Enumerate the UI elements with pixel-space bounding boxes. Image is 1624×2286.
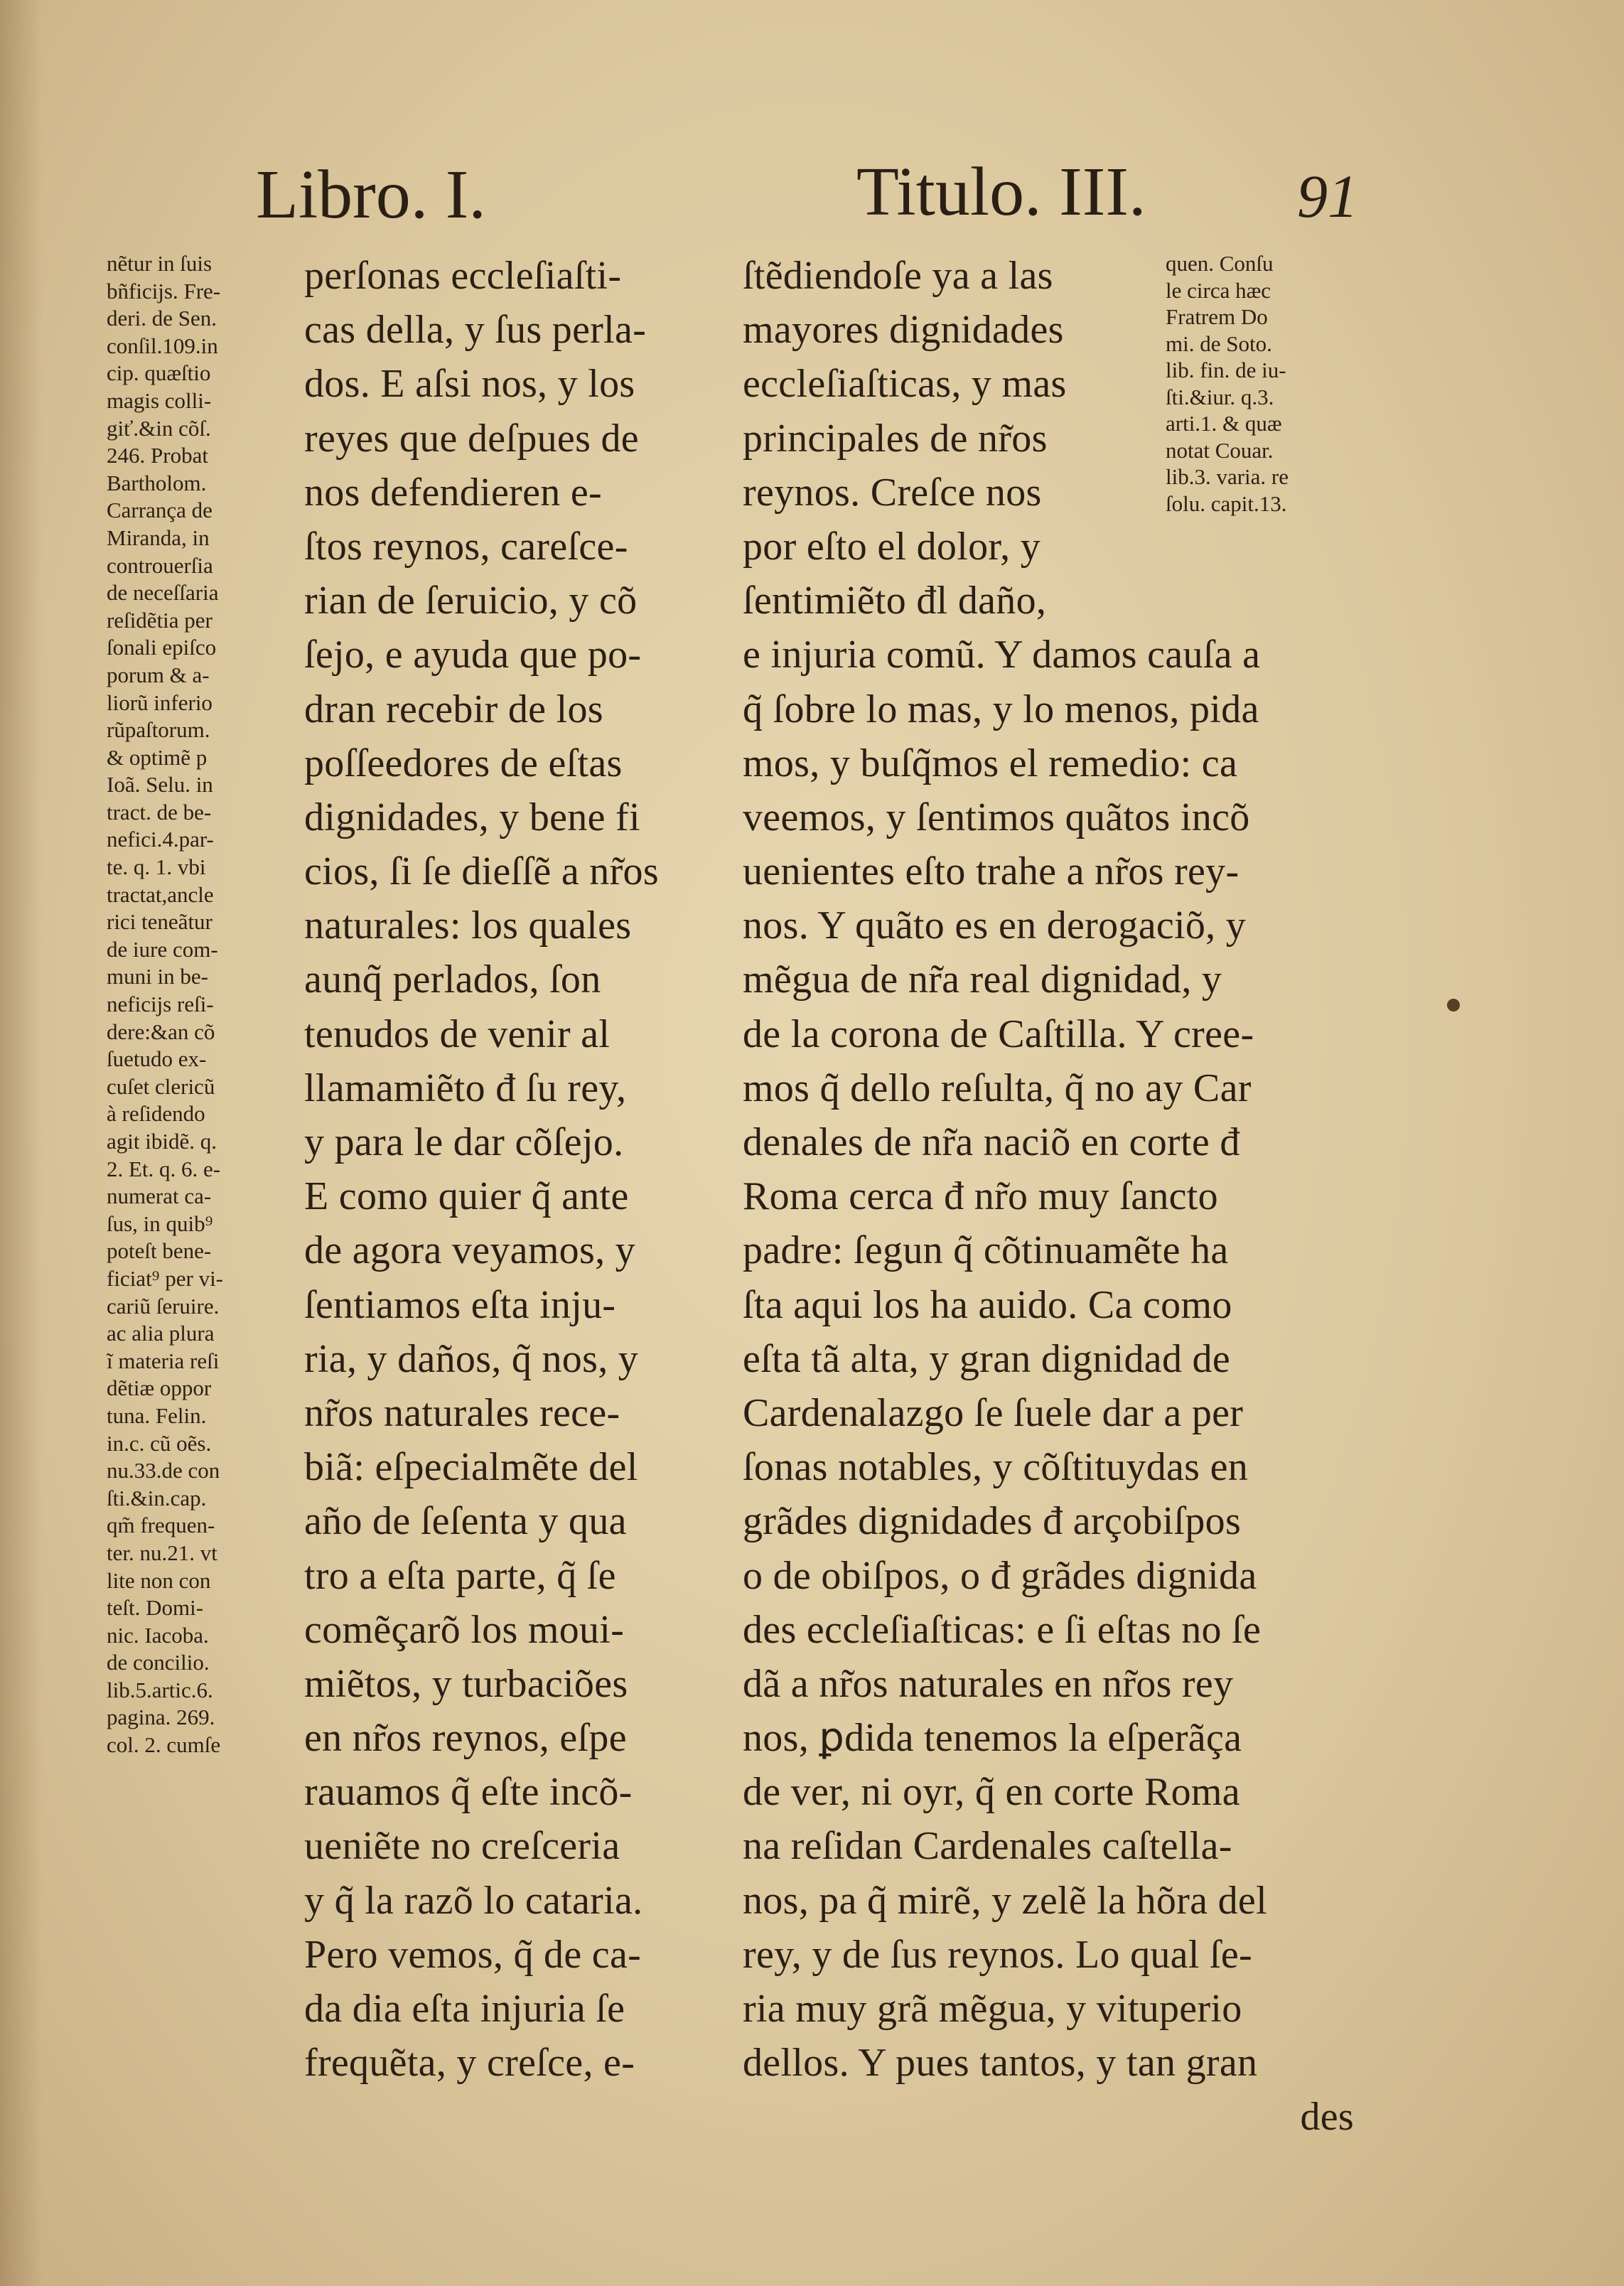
text-line: na reſidan Cardenales caſtella- <box>743 1824 1232 1869</box>
text-line: tuna. Felin. <box>107 1402 207 1428</box>
text-line: rici teneãtur <box>107 909 213 935</box>
text-line: & optimẽ p <box>107 744 208 770</box>
text-line: ſejo, e ayuda que po- <box>304 633 642 677</box>
text-line: Carrança de <box>107 498 213 523</box>
text-line: ficiat⁹ per vi- <box>107 1265 224 1291</box>
main-text-column-left <box>304 249 702 2090</box>
text-line: ſus, in quib⁹ <box>107 1211 213 1236</box>
running-header <box>0 146 1624 238</box>
text-line: e injuria comũ. Y damos cauſa a <box>743 633 1261 677</box>
text-line: cip. quæſtio <box>107 360 211 386</box>
text-line: nic. Iacoba. <box>107 1622 209 1648</box>
text-line: lib.3. varia. re <box>1166 464 1289 489</box>
text-line: ria, y daños, q̃ nos, y <box>304 1336 639 1381</box>
text-line: nos, pa q̃ mirẽ, y zelẽ la hõra del <box>743 1878 1267 1923</box>
header-title-label: Titulo. III. <box>856 154 1146 230</box>
text-line: frequẽta, y creſce, e- <box>304 2041 635 2086</box>
text-line: controuerſia <box>107 552 213 578</box>
text-line: muni in be- <box>107 964 208 989</box>
text-line: perſonas eccleſiaſti- <box>304 254 622 298</box>
text-line: nefici.4.par- <box>107 827 214 852</box>
text-line: tenudos de venir al <box>304 1011 611 1056</box>
text-line: qm̃ frequen- <box>107 1513 215 1538</box>
text-line: ſonali epiſco <box>107 635 217 660</box>
text-line: y para le dar cõſejo. <box>304 1120 624 1164</box>
text-line: ſtẽdiendoſe ya a las <box>743 254 1053 298</box>
text-line: tractat,ancle <box>107 881 214 907</box>
text-line: mi. de Soto. <box>1166 331 1272 356</box>
text-line: lib. fin. de iu- <box>1166 358 1286 382</box>
text-line: mos q̃ dello reſulta, q̃ no ay Car <box>743 1066 1252 1110</box>
text-line: nr̃os naturales rece- <box>304 1390 620 1435</box>
text-line: Fratrem Do <box>1166 304 1268 329</box>
text-line: mayores dignidades <box>743 308 1064 353</box>
text-line: denales de nr̃a naciõ en corte đ <box>743 1120 1240 1164</box>
text-line: grãdes dignidades đ arçobiſpos <box>743 1499 1242 1544</box>
text-line: agit ibidẽ. q. <box>107 1129 217 1154</box>
text-line: miẽtos, y turbaciões <box>304 1661 628 1706</box>
text-line: biã: eſpecialmẽte del <box>304 1445 638 1490</box>
text-line: por eſto el dolor, y <box>743 524 1040 569</box>
text-line: à reſidendo <box>107 1101 205 1127</box>
text-line: poteſt bene- <box>107 1238 212 1264</box>
text-line: dos. E aſsi nos, y los <box>304 362 635 407</box>
text-line: ſonas notables, y cõſtituydas en <box>743 1445 1249 1490</box>
text-line: de ver, ni oyr, q̃ en corte Roma <box>743 1770 1240 1815</box>
text-line: in.c. cũ oẽs. <box>107 1430 212 1456</box>
text-line: Cardenalazgo ſe ſuele dar a per <box>743 1390 1244 1435</box>
text-line: col. 2. cumſe <box>107 1732 221 1758</box>
header-book-label: Libro. I. <box>256 156 486 233</box>
text-line: lib.5.artic.6. <box>107 1677 213 1702</box>
text-line: cas della, y ſus perla- <box>304 308 647 353</box>
text-line: te. q. 1. vbi <box>107 854 206 880</box>
left-marginal-gloss <box>107 250 277 1759</box>
text-line: aunq̃ perlados, ſon <box>304 957 601 1002</box>
text-line: liorũ inferio <box>107 689 213 715</box>
text-line: le circa hæc <box>1166 277 1271 303</box>
text-line: ueniẽte no creſceria <box>304 1824 620 1869</box>
text-line: dã a nr̃os naturales en nr̃os rey <box>743 1661 1234 1706</box>
text-line: ſentimiẽto đl daño, <box>743 579 1047 623</box>
right-marginal-gloss <box>1166 250 1365 517</box>
text-line: nu.33.de con <box>107 1458 220 1483</box>
text-line: comẽçarõ los moui- <box>304 1607 625 1652</box>
text-line: bñficijs. Fre- <box>107 278 221 304</box>
text-line: nos, ꝑdida tenemos la eſperãça <box>743 1716 1242 1761</box>
text-line: tro a eſta parte, q̃ ſe <box>304 1553 616 1598</box>
text-line: ac alia plura <box>107 1321 215 1346</box>
text-line: rian de ſeruicio, y cõ <box>304 579 638 623</box>
text-line: rey, y de ſus reynos. Lo qual ſe- <box>743 1932 1252 1977</box>
text-line: ter. nu.21. vt <box>107 1540 217 1565</box>
text-line: dignidades, y bene fi <box>304 795 640 839</box>
text-line: E como quier q̃ ante <box>304 1174 629 1219</box>
text-line: da dia eſta injuria ſe <box>304 1987 625 2031</box>
text-line: ĩ materia reſi <box>107 1348 220 1373</box>
text-line: de neceſſaria <box>107 580 219 606</box>
text-line: notat Couar. <box>1166 437 1274 463</box>
text-line: q̃ ſobre lo mas, y lo menos, pida <box>743 687 1259 731</box>
text-line: de iure com- <box>107 936 218 962</box>
text-line: ſta aqui los ha auido. Ca como <box>743 1282 1232 1327</box>
text-line: rũpaſtorum. <box>107 717 210 743</box>
text-line: deri. de Sen. <box>107 306 217 331</box>
text-line: cios, ſi ſe dieſſẽ a nr̃os <box>304 849 659 894</box>
text-line: pagina. 269. <box>107 1705 215 1730</box>
text-line: ria muy grã mẽgua, y vituperio <box>743 1987 1242 2031</box>
text-line: mẽgua de nr̃a real dignidad, y <box>743 957 1222 1002</box>
text-line: nos. Y quãto es en derogaciõ, y <box>743 903 1247 948</box>
main-text-column-right <box>743 249 1354 2145</box>
text-line: teſt. Domi- <box>107 1595 204 1621</box>
text-line: eccleſiaſticas, y mas <box>743 362 1067 407</box>
text-line: ſolu. capit.13. <box>1166 490 1287 516</box>
text-line: llamamiẽto đ ſu rey, <box>304 1066 627 1110</box>
text-line: 2. Et. q. 6. e- <box>107 1156 221 1181</box>
text-line: ſtos reynos, careſce- <box>304 524 628 569</box>
text-line: ſti.&in.cap. <box>107 1485 207 1510</box>
text-line: des <box>1300 2095 1354 2140</box>
text-line: cariũ ſeruire. <box>107 1293 220 1319</box>
text-line: en nr̃os reynos, eſpe <box>304 1716 627 1761</box>
text-line: porum & a- <box>107 662 210 687</box>
text-line: Pero vemos, q̃ de ca- <box>304 1932 642 1977</box>
text-line: rauamos q̃ eſte incõ- <box>304 1770 633 1815</box>
text-line: o de obiſpos, o đ grãdes dignida <box>743 1553 1257 1598</box>
text-line: quen. Conſu <box>1166 251 1274 276</box>
text-line: dẽtiæ oppor <box>107 1375 212 1401</box>
text-line: principales de nr̃os <box>743 416 1048 461</box>
text-line: mos, y buſq̃mos el remedio: ca <box>743 741 1238 785</box>
text-line: reyes que deſpues de <box>304 416 639 461</box>
text-line: Ioã. Selu. in <box>107 772 213 798</box>
text-line: Bartholom. <box>107 470 207 495</box>
text-line: des eccleſiaſticas: e ſi eſtas no ſe <box>743 1607 1262 1652</box>
folio-number: 91 <box>1297 162 1358 230</box>
text-line: de agora veyamos, y <box>304 1228 635 1273</box>
text-line: tract. de be- <box>107 799 212 825</box>
text-line: año de ſeſenta y qua <box>304 1499 627 1544</box>
text-line: naturales: los quales <box>304 903 632 948</box>
text-line: de la corona de Caſtilla. Y cree- <box>743 1011 1254 1056</box>
text-line: arti.1. & quæ <box>1166 411 1282 436</box>
text-line: uenientes eſto trahe a nr̃os rey- <box>743 849 1239 894</box>
text-line: de concilio. <box>107 1650 210 1675</box>
text-line: nos defendieren e- <box>304 470 602 515</box>
text-line: dellos. Y pues tantos, y tan gran <box>743 2041 1258 2086</box>
text-line: ſti.&iur. q.3. <box>1166 384 1274 409</box>
ink-spot <box>1447 999 1460 1011</box>
text-line: cuſet clericũ <box>107 1073 215 1099</box>
text-line: veemos, y ſentimos quãtos incõ <box>743 795 1250 839</box>
text-line: dran recebir de los <box>304 687 603 731</box>
text-line: 246. Probat <box>107 443 208 468</box>
text-line: giť.&in cõſ. <box>107 415 211 441</box>
text-line: Miranda, in <box>107 525 210 550</box>
text-line: conſil.109.in <box>107 333 218 358</box>
text-line: lite non con <box>107 1567 211 1593</box>
text-line: poſſeedores de eſtas <box>304 741 623 785</box>
text-line: nẽtur in ſuis <box>107 251 213 276</box>
text-line: neficijs reſi- <box>107 992 214 1017</box>
text-line: reynos. Creſce nos <box>743 470 1042 515</box>
text-line: padre: ſegun q̃ cõtinuamẽte ha <box>743 1228 1229 1273</box>
text-line: dere:&an cõ <box>107 1019 215 1044</box>
text-line: eſta tã alta, y gran dignidad de <box>743 1336 1231 1381</box>
text-line: y q̃ la razõ lo cataria. <box>304 1878 643 1923</box>
text-line: reſidẽtia per <box>107 607 213 633</box>
text-line: ſuetudo ex- <box>107 1046 207 1072</box>
text-line: ſentiamos eſta inju- <box>304 1282 616 1327</box>
text-line: Roma cerca đ nr̃o muy ſancto <box>743 1174 1218 1219</box>
text-line: numerat ca- <box>107 1184 212 1209</box>
text-line: magis colli- <box>107 387 212 413</box>
